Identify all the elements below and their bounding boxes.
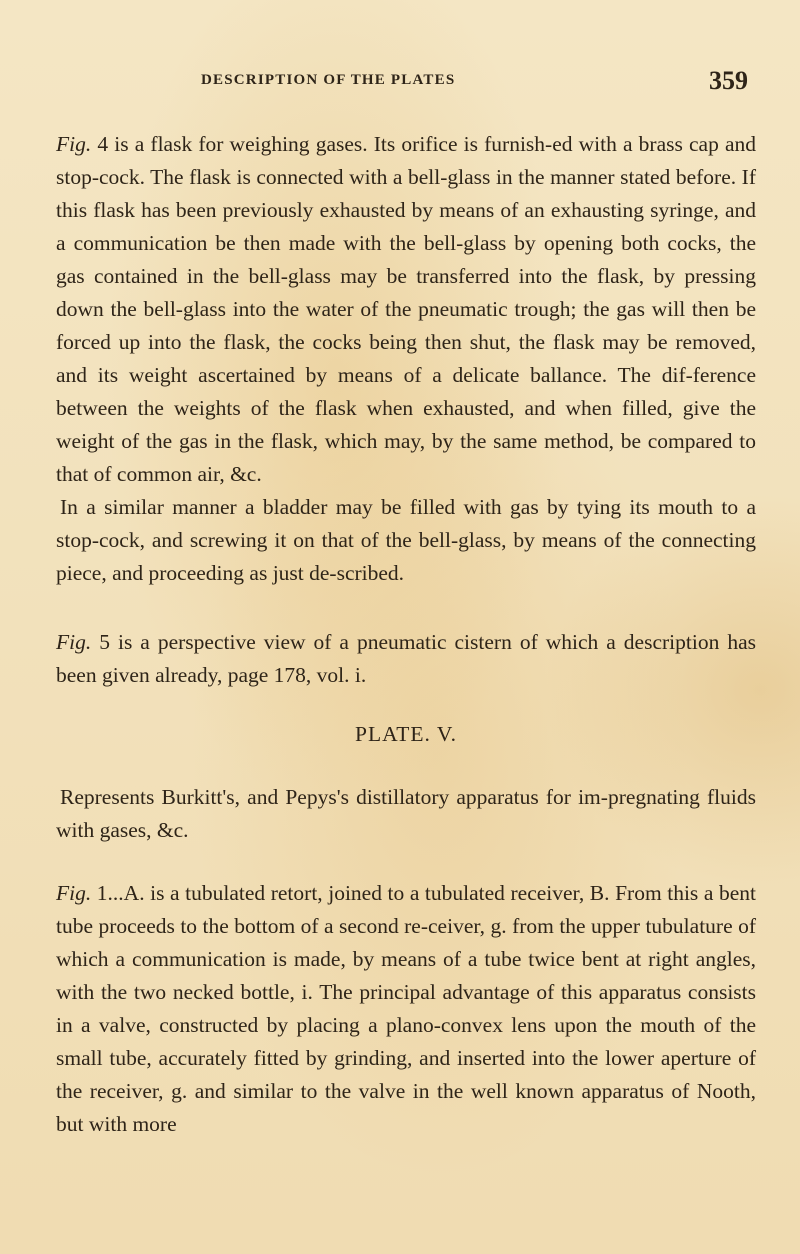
running-head bbox=[56, 66, 756, 104]
paragraph-text: 4 is a flask for weighing gases. Its orifice is furnish-ed with a brass cap and stop-cock. The flask is connected with a bell-glass in the manner stated before. If this flask has been previously exhausted by means of an exhausting syringe, and a communication be then made with the bell-glass by opening both cocks, the gas contained in the bell-glass may be transferred into the flask, by pressing down the bell-glass into the water of the pneumatic trough; the gas will then be forced up into the flask, the cocks being then shut, the flask may be removed, and its weight ascertained by means of a delicate ballance. The dif-ference between the weights of the flask when exhausted, and when filled, give the weight of the gas in the flask, which may, by the same method, be compared to that of common air, &c. bbox=[56, 132, 756, 486]
paragraph-text: 5 is a perspective view of a pneumatic cistern of which a description has been given already, page 178, vol. i. bbox=[56, 630, 756, 687]
paragraph-fig-5 bbox=[56, 626, 756, 692]
book-page bbox=[56, 66, 756, 1141]
paragraph-bladder: In a similar manner a bladder may be filled with gas by tying its mouth to a stop-cock, and screwing it on that of the bell-glass, by means of the connecting piece, and proceeding as just de-scribed. bbox=[56, 495, 756, 585]
page-number: 359 bbox=[709, 66, 748, 95]
paragraph-plate-v-intro: Represents Burkitt's, and Pepys's distillatory apparatus for im-pregnating fluids with gases, &c. bbox=[56, 785, 756, 842]
paragraph-text: 1...A. is a tubulated retort, joined to a tubulated receiver, B. From this a bent tube proceeds to the bottom of a second re-ceiver, g. from the upper tubulature of which a communication is made, by means of a tube twice bent at right angles, with the two necked bottle, i. The principal advantage of this apparatus consists in a valve, constructed by placing a plano-convex lens upon the mouth of the small tube, accurately fitted by grinding, and inserted into the lower aperture of the receiver, g. and similar to the valve in the well known apparatus of Nooth, but with more bbox=[56, 881, 756, 1136]
paragraph-fig-4 bbox=[56, 128, 756, 491]
plate-heading: PLATE. V. bbox=[355, 722, 457, 746]
paragraph-fig-1 bbox=[56, 877, 756, 1141]
running-title: DESCRIPTION OF THE PLATES bbox=[201, 72, 456, 88]
fig-label: Fig. bbox=[56, 132, 92, 156]
fig-label: Fig. bbox=[56, 881, 92, 905]
fig-label: Fig. bbox=[56, 630, 92, 654]
